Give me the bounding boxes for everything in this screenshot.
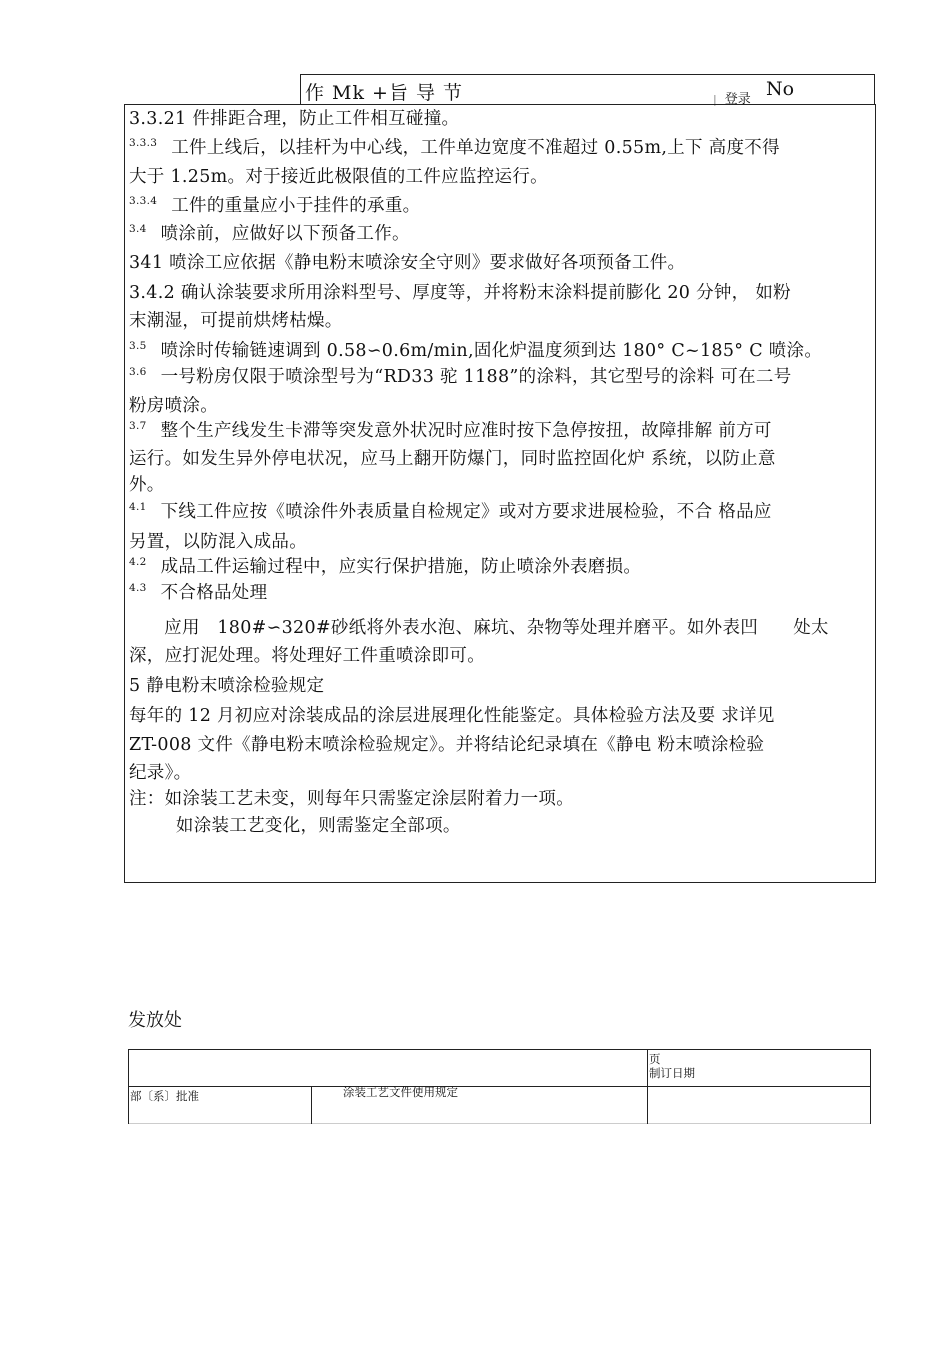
text-line: $^{3.4}$ 喷涂前，应做好以下预备工作。 [129, 223, 410, 244]
text-line: 粉房喷涂。 [129, 396, 218, 416]
text-line: $^{3.6}$ 一号粉房仅限于喷涂型号为“RD33 驼 1188”的涂料，其它型号的涂料 可在二号 [129, 366, 792, 387]
text-line: 3.4.2 确认涂装要求所用涂料型号、厚度等，并将粉末涂料提前膨化 20 分钟， 如粉 [129, 283, 791, 303]
text-line: 大于 1.25m。对于接近此极限值的工件应监控运行。 [129, 167, 548, 187]
document-title: 涂装工艺文件使用规定 [343, 1085, 458, 1099]
note-line: 注：如涂装工艺未变，则每年只需鉴定涂层附着力一项。 [129, 789, 574, 809]
text-line: 应用 180#∽320#砂纸将外表水泡、麻坑、杂物等处理并磨平。如外表凹 处太 [129, 618, 829, 638]
text-line: 3.3.21 件排距合理，防止工件相互碰撞。 [129, 109, 460, 129]
section-number: 4.2 [129, 556, 147, 569]
content-box [124, 104, 876, 883]
text-line: 另置，以防混入成品。 [129, 532, 307, 552]
text-line: $^{3.3.3}$ 工件上线后，以挂杆为中心线，工件单边宽度不准超过 0.55m,上下 高度不得 [129, 137, 780, 158]
text-line: $^{3.7}$ 整个生产线发生卡滞等突发意外状况时应准时按下急停按扭，故障排解 前方可 [129, 420, 772, 441]
text-line: $^{4.3}$ 不合格品处理 [129, 582, 268, 603]
section-number: 3.3.3 [129, 137, 158, 150]
section-number: 3.5 [129, 340, 147, 353]
section-number: 4.1 [129, 501, 147, 514]
text-line: 纪录》。 [129, 763, 192, 783]
date-label: 制订日期 [649, 1066, 695, 1080]
number-label: No [766, 78, 795, 100]
text-line: 末潮湿，可提前烘烤枯燥。 [129, 311, 343, 331]
text-line: 341 喷涂工应依据《静电粉末喷涂安全守则》要求做好各项预备工件。 [129, 253, 686, 273]
section-number: 3.4 [129, 223, 147, 236]
text-line: $^{4.1}$ 下线工件应按《喷涂件外表质量自检规定》或对方要求进展检验，不合 格品应 [129, 501, 772, 522]
header-title: 作 Mk +旨 导 节 [305, 82, 464, 104]
text-line: 运行。如发生异外停电状况，应马上翻开防爆门，同时监控固化炉 系统，以防止意 [129, 449, 776, 469]
distribution-label: 发放处 [128, 1010, 182, 1031]
dept-approval-label: 部〔系〕批准 [130, 1089, 199, 1103]
section-number: 3.7 [129, 420, 147, 433]
text-line: $^{3.3.4}$ 工件的重量应小于挂件的承重。 [129, 195, 421, 216]
section-number: 4.3 [129, 582, 147, 595]
text-line: $^{4.2}$ 成品工件运输过程中，应实行保护措施，防止喷涂外表磨损。 [129, 556, 642, 577]
section-number: 3.3.4 [129, 195, 158, 208]
text-line: ZT-008 文件《静电粉末喷涂检验规定》。并将结论纪录填在《静电 粉末喷涂检验 [129, 735, 765, 755]
text-line: $^{3.5}$ 喷涂时传输链速调到 0.58∽0.6m/min,固化炉温度须到达 180° C~185° C 喷涂。 [129, 340, 823, 361]
text-line: 每年的 12 月初应对涂装成品的涂层进展理化性能鉴定。具体检验方法及要 求详见 [129, 706, 775, 726]
text-line: 深，应打泥处理。将处理好工件重喷涂即可。 [129, 646, 485, 666]
page-label: 页 [649, 1052, 661, 1066]
text-line: 外。 [129, 475, 165, 495]
approval-table [128, 1049, 871, 1124]
note-line: 如涂装工艺变化，则需鉴定全部项。 [129, 816, 461, 836]
section-heading: 5 静电粉末喷涂检验规定 [129, 676, 325, 696]
header-divider: | [713, 93, 717, 106]
section-number: 3.6 [129, 366, 147, 379]
register-text: 登录 [724, 92, 751, 107]
